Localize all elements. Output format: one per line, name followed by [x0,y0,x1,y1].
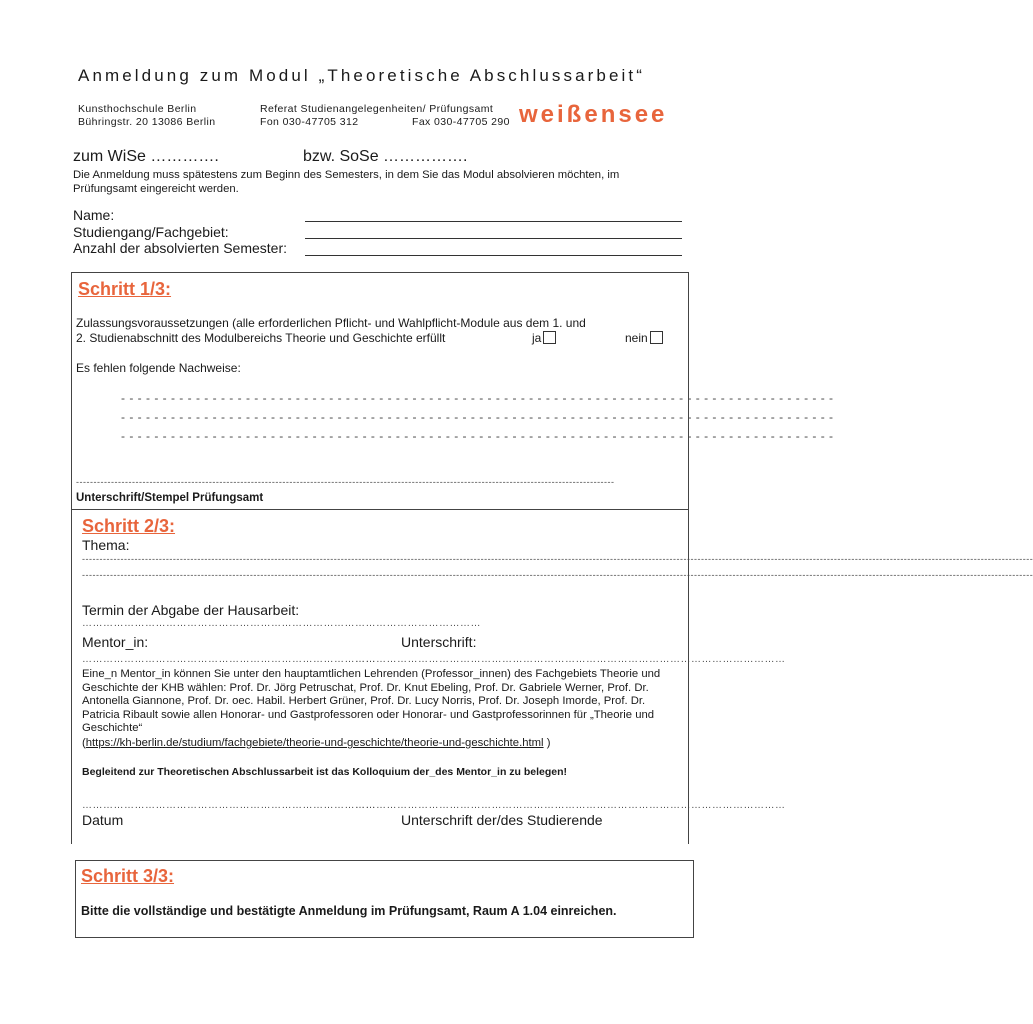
office-signature-label: Unterschrift/Stempel Prüfungsamt [76,492,264,504]
office-signature-line[interactable]: ---------------------------------------------------------------------------------------------------------------------------------------------------------- [76,477,615,487]
school-name: Kunsthochschule Berlin [78,103,197,115]
summer-semester-field[interactable]: bzw. SoSe ……………. [303,148,468,165]
step2-heading: Schritt 2/3: [82,516,176,536]
step2-box [71,510,1033,844]
mentor-link-line [82,736,550,750]
name-input-line[interactable] [305,221,682,222]
missing-documents-line[interactable]: - - - - - - - - - - - - - - - - - - - - - - - - - - - - - - - - - - - - - - - - - - - - - - - - - - - - - - - - - - - - - - - - - - - - - - - - - - - - - - - - - - - - - - [121,429,834,443]
office-phone: Fon 030-47705 312 [260,116,359,128]
step3-heading: Schritt 3/3: [81,866,175,886]
name-label: Name: [73,207,115,223]
topic-input-line[interactable]: -------------------------------------------------------------------------------------------------------------------------------------------------------------------------------------------------------------------------------------------------------------------------------- [82,570,1033,580]
semesters-input-line[interactable] [305,255,682,256]
form-title: Anmeldung zum Modul „Theoretische Abschlussarbeit“ [78,66,645,85]
yes-label: ja [532,331,542,345]
deadline-note: Die Anmeldung muss spätestens zum Beginn des Semesters, in dem Sie das Modul absolvieren möchten, im Prüfungsamt eingereicht werden. [73,169,620,195]
no-label: nein [625,331,648,345]
missing-documents-label: Es fehlen folgende Nachweise: [76,361,241,375]
office-address-block [260,103,512,129]
program-input-line[interactable] [305,238,682,239]
step3-box [75,860,694,938]
mentor-label: Mentor_in: [82,634,149,650]
missing-documents-line[interactable]: - - - - - - - - - - - - - - - - - - - - - - - - - - - - - - - - - - - - - - - - - - - - - - - - - - - - - - - - - - - - - - - - - - - - - - - - - - - - - - - - - - - - - - [121,391,834,405]
mentor-signature-label: Unterschrift: [401,634,477,650]
school-address: Bühringstr. 20 13086 Berlin [78,116,216,128]
link-open-paren: ( [82,737,86,749]
office-name: Referat Studienangelegenheiten/ Prüfungsamt [260,103,494,115]
requirements-line2: 2. Studienabschnitt des Modulbereichs Theorie und Geschichte erfüllt [76,331,446,345]
link-close-paren: ) [543,737,551,749]
mentor-info: Eine_n Mentor_in können Sie unter den hauptamtlichen Lehrenden (Professor_innen) des Fachgebiets Theorie und Geschichte der KHB wählen: Prof. Dr. Jörg Petruschat, Prof. Dr. Knut Ebeling, Prof. Dr. Gabriele Werner, Prof. Dr. Antonella Giannone, Prof. Dr. oec. Habil. Herbert Grüner, Prof. Dr. Lucy Norris, Prof. Dr. Joseph Imorde, Prof. Dr. Patricia Ribault sowie allen Honorar- und Gastprofessoren oder Honorar- und Gastprofessorinnen für „Theorie und Geschichte“ [82,668,661,735]
semesters-label: Anzahl der absolvierten Semester: [73,240,287,256]
no-option [625,331,663,345]
step1-box [71,272,834,510]
date-input-line[interactable]: ………………………………………………………………………… [82,800,376,811]
yes-checkbox[interactable] [543,331,556,344]
topic-input-line[interactable]: -------------------------------------------------------------------------------------------------------------------------------------------------------------------------------------------------------------------------------------------------------------------------------- [82,554,1033,564]
missing-documents-line[interactable]: - - - - - - - - - - - - - - - - - - - - - - - - - - - - - - - - - - - - - - - - - - - - - - - - - - - - - - - - - - - - - - - - - - - - - - - - - - - - - - - - - - - - - - [121,410,834,424]
program-label: Studiengang/Fachgebiet: [73,224,229,240]
submission-deadline-label: Termin der Abgabe der Hausarbeit: [82,602,300,618]
step3-instruction: Bitte die vollständige und bestätigte Anmeldung im Prüfungsamt, Raum A 1.04 einreichen. [81,904,617,918]
topic-label: Thema: [82,537,130,553]
mentor-input-line[interactable]: ………………………………………………………………………… [82,654,376,665]
winter-semester-field[interactable]: zum WiSe …………. [73,148,219,165]
no-checkbox[interactable] [650,331,663,344]
school-logo: weißensee [519,101,668,128]
submission-deadline-line[interactable]: …………………………………………………………………………………………………… [82,618,481,629]
department-link[interactable]: https://kh-berlin.de/studium/fachgebiete/theorie-und-geschichte/theorie-und-geschichte.html [85,737,544,749]
office-fax: Fax 030-47705 290 [412,116,510,128]
date-label: Datum [82,812,124,828]
student-signature-line[interactable]: …………………………………………………………………………………………………………… [355,800,786,811]
requirements-line1: Zulassungsvoraussetzungen (alle erforderlichen Pflicht- und Wahlpflicht-Module aus dem 1. und [76,316,586,330]
student-signature-label: Unterschrift der/des Studierende [401,812,603,828]
school-address-block [78,103,215,129]
mentor-signature-line[interactable]: …………………………………………………………………………………………………………… [355,654,786,665]
yes-option [532,331,556,345]
step1-heading: Schritt 1/3: [78,279,172,299]
colloquium-note: Begleitend zur Theoretischen Abschlussarbeit ist das Kolloquium der_des Mentor_in zu belegen! [82,766,568,778]
